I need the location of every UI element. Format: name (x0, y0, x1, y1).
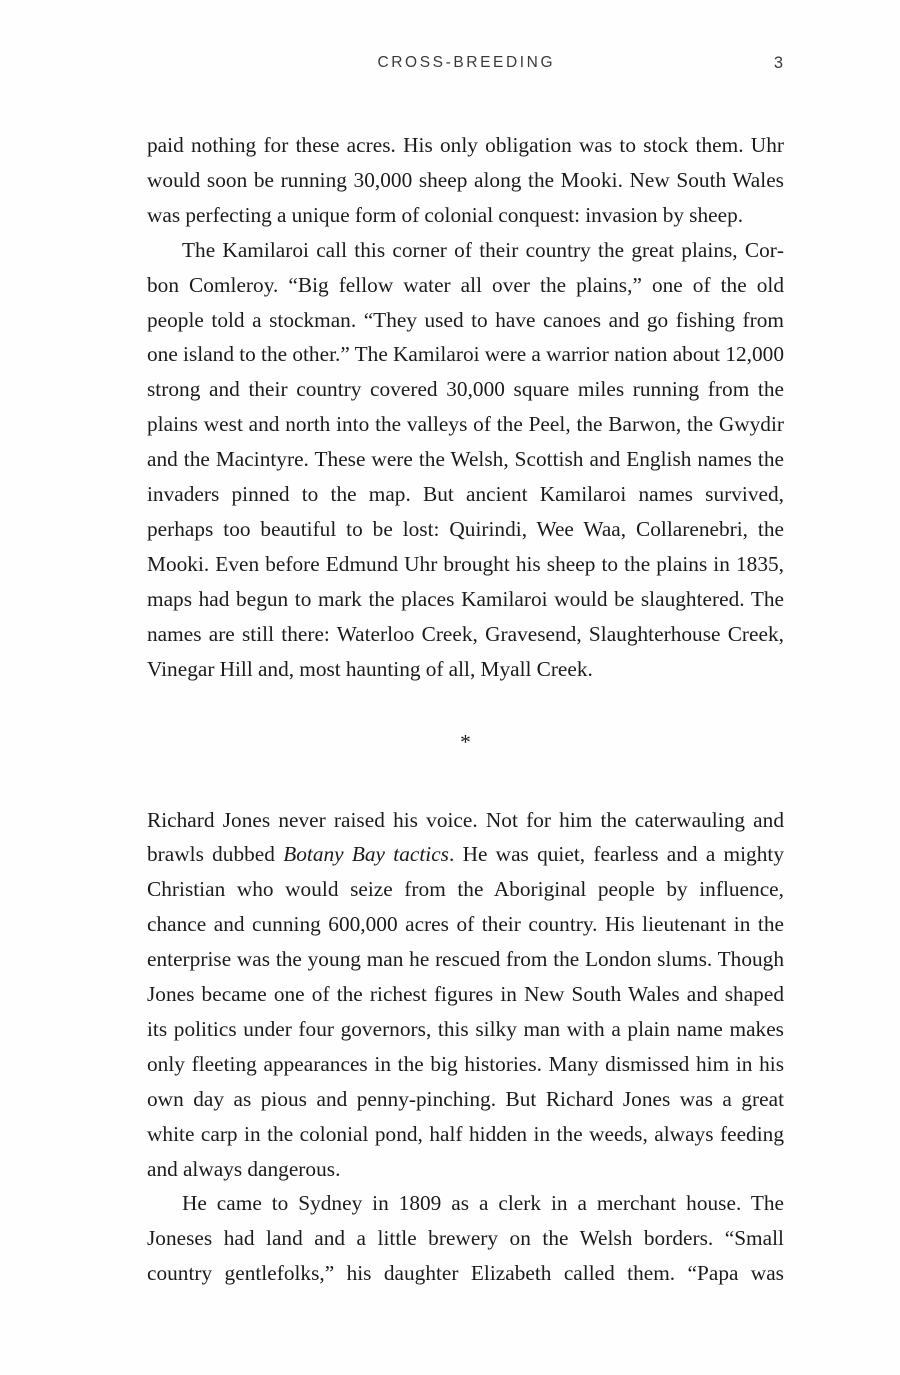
page-number: 3 (773, 54, 783, 72)
paragraph-continuation: paid nothing for these acres. His only obligation was to stock them. Uhr would soon be running 30,000 sheep along the Mooki. New South Wales was perfecting a unique form of colonial conquest: invasion by sheep. (147, 133, 784, 227)
section-break (147, 687, 784, 803)
running-head (147, 52, 783, 78)
paragraph-sydney-1809: He came to Sydney in 1809 as a clerk in a merchant house. The Joneses had land and a little brewery on the Welsh borders. “Small country gentlefolks,” his daughter Elizabeth called them. “Papa was (147, 1191, 784, 1286)
running-head-chapter-title: CROSS-BREEDING (377, 54, 556, 71)
paragraph-kamilaroi: The Kamilaroi call this corner of their country the great plains, Corbon Comleroy. “Big fellow water all over the plains,” one of the old people told a stockman. “They used to have canoes and go fishing from one island to the other.” The Kamilaroi were a warrior nation about 12,000 strong and their country covered 30,000 square miles running from the plains west and north into the valleys of the Peel, the Barwon, the Gwydir and the Macintyre. These were the Welsh, Scottish and English names the invaders pinned to the map. But ancient Kamilaroi names survived, perhaps too beautiful to be lost: Quirindi, Wee Waa, Collarenebri, the Mooki. Even before Edmund Uhr brought his sheep to the plains in 1835, maps had begun to mark the places Kamilaroi would be slaughtered. The names are still there: Waterloo Creek, Gravesend, Slaughterhouse Creek, Vinegar Hill and, most haunting of all, Myall Creek. (147, 237, 784, 681)
paragraph-richard-jones-text-before-italic: Richard Jones never raised his voice. Not for him the caterwauling and brawls dubbed (147, 807, 784, 867)
asterisk-mark: * (460, 729, 471, 754)
italic-phrase-botany-bay-tactics: Botany Bay tactics (283, 842, 449, 867)
paragraph-richard-jones-text-after-italic: . He was quiet, fearless and a mighty Christian who would seize from the Aboriginal people by influence, chance and cunning 600,000 acres of their country. His lieutenant in the enterprise was the young man he rescued from the London slums. Though Jones became one of the richest figures in New South Wales and shaped its politics under four governors, this silky man with a plain name makes only fleeting appearances in the big histories. Many dismissed him in his own day as pious and penny-pinching. But Richard Jones was a great white carp in the colonial pond, half hidden in the weeds, always feeding and always dangerous. (147, 842, 784, 1181)
paragraph-richard-jones (147, 803, 784, 1187)
body-text-column (147, 128, 784, 1326)
